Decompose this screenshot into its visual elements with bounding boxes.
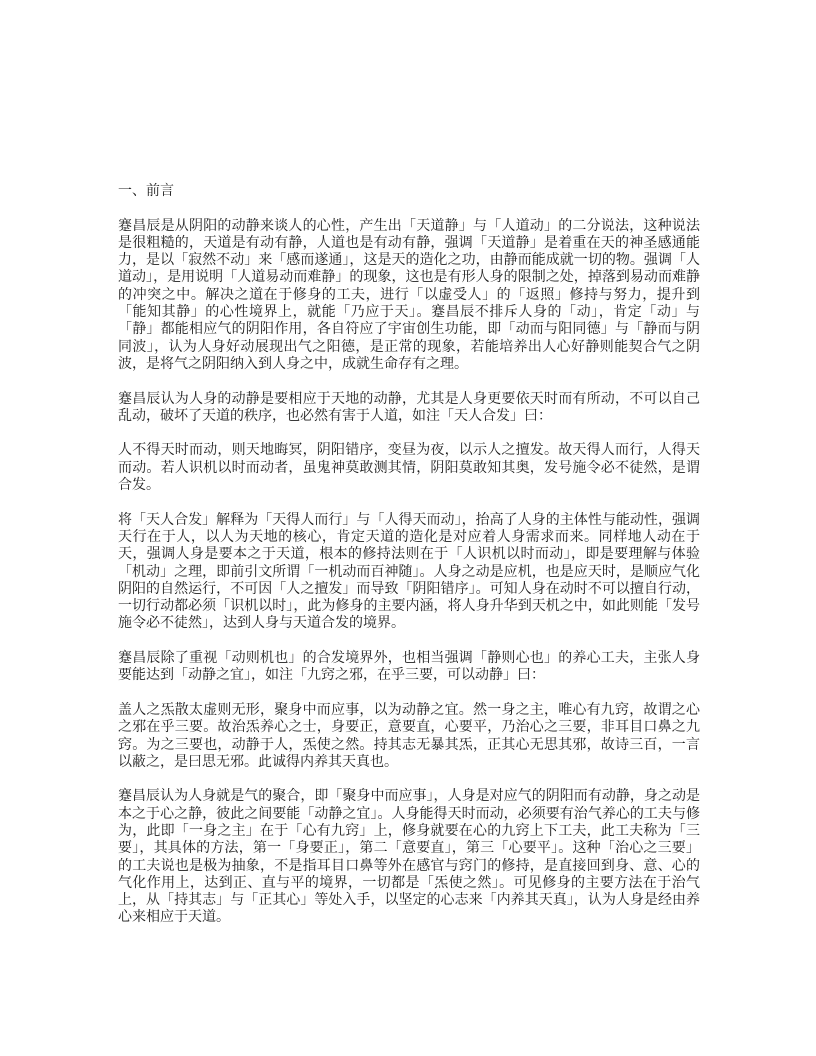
body-paragraph: 蹇昌辰除了重视「动则机也」的合发境界外，也相当强调「静则心也」的养心工夫，主张人身要能达到「动静之宜」，如注「九窍之邪，在乎三要，可以动静」曰： [118, 651, 700, 684]
body-paragraph: 蹇昌辰认为人身的动静是要相应于天地的动静，尤其是人身更要依天时而有所动，不可以自己乱动，破坏了天道的秩序，也必然有害于人道，如注「天人合发」曰： [118, 391, 700, 424]
body-paragraph: 将「天人合发」解释为「天得人而行」与「人得天而动」，抬高了人身的主体性与能动性，强调天行在于人，以人为天地的核心，肯定天道的造化是对应着人身需求而来。同样地人动在于天，强调人身是要本之于天道，根本的修持法则在于「人识机以时而动」，即是要理解与体验「机动」之理，即前引文所谓「一机动而百神随」。人身之动是应机，也是应天时，是顺应气化阴阳的自然运行，不可因「人之擅发」而导致「阴阳错序」。可知人身在动时不可以擅自行动，一切行动都必须「识机以时」，此为修身的主要内涵，将人身升华到天机之中，如此则能「发号施令必不徒然」，达到人身与天道合发的境界。 [118, 512, 700, 632]
block-quote: 人不得天时而动，则天地晦冥，阴阳错序，变昼为夜，以示人之擅发。故天得人而行，人得天而动。若人识机以时而动者，虽鬼神莫敢测其情，阴阳莫敢知其奥，发号施令必不徒然，是谓合发。 [118, 443, 700, 494]
section-heading: 一、前言 [118, 184, 174, 199]
text-column [118, 183, 700, 927]
block-quote: 盖人之炁散太虚则无形，聚身中而应事，以为动静之宜。然一身之主，唯心有九窍，故谓之心之邪在乎三要。故治炁养心之士，身要正，意要直，心要平，乃治心之三要，非耳目口鼻之九窍。为之三要也，动静于人，炁使之然。持其志无暴其炁，正其心无思其邪，故诗三百，一言以蔽之，是曰思无邪。此诚得内养其天真也。 [118, 702, 700, 770]
body-paragraph: 蹇昌辰认为人身就是气的聚合，即「聚身中而应事」，人身是对应气的阴阳而有动静，身之动是本之于心之静，彼此之间要能「动静之宜」。人身能得天时而动，必须要有治气养心的工夫与修为，此即「一身之主」在于「心有九窍」上，修身就要在心的九窍上下工夫，此工夫称为「三要」，其具体的方法，第一「身要正」，第二「意要直」，第三「心要平」。这种「治心之三要」的工夫说也是极为抽象，不是指耳目口鼻等外在感官与窍门的修持，是直接回到身、意、心的气化作用上，达到正、直与平的境界，一切都是「炁使之然」。可见修身的主要方法在于治气上，从「持其志」与「正其心」等处入手，以坚定的心志来「内养其天真」，认为人身是经由养心来相应于天道。 [118, 789, 700, 926]
body-paragraph: 蹇昌辰是从阴阳的动静来谈人的心性，产生出「天道静」与「人道动」的二分说法，这种说法是很粗糙的，天道是有动有静，人道也是有动有静，强调「天道静」是着重在天的神圣感通能力，是以「寂然不动」来「感而遂通」，这是天的造化之功，由静而能成就一切的物。强调「人道动」，是用说明「人道易动而难静」的现象，这也是有形人身的限制之处，掉落到易动而难静的冲突之中。解决之道在于修身的工夫，进行「以虚受人」的「返照」修持与努力，提升到「能知其静」的心性境界上，就能「乃应于天」。蹇昌辰不排斥人身的「动」，肯定「动」与「静」都能相应气的阴阳作用，各自符应了宇宙创生功能，即「动而与阳同德」与「静而与阴同波」，认为人身好动展现出气之阳德，是正常的现象，若能培养出人心好静则能契合气之阴波，是将气之阴阳纳入到人身之中，成就生命存有之理。 [118, 218, 700, 372]
